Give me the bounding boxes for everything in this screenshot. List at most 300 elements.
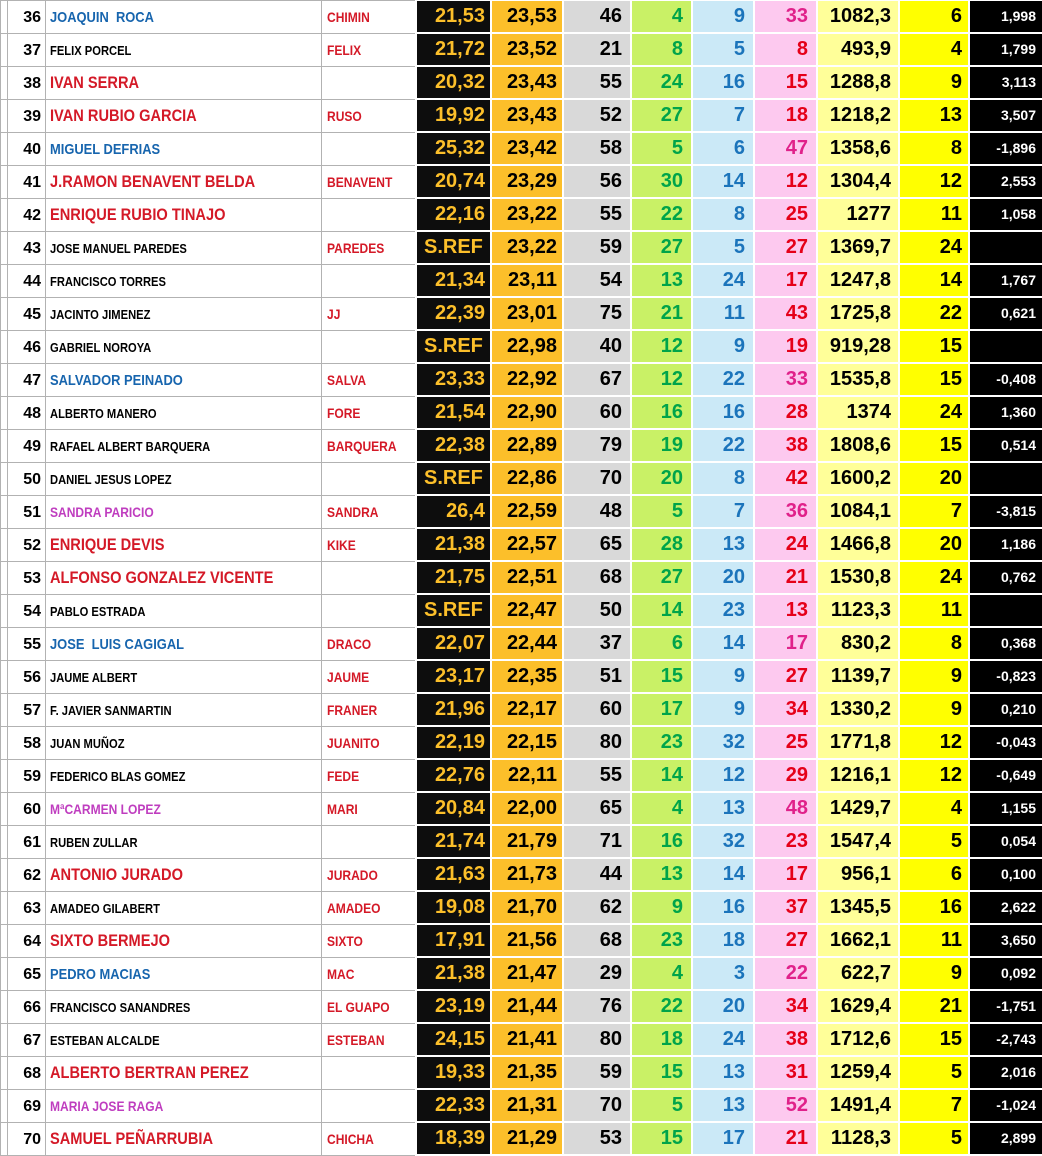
stat-diff-cell[interactable]: 0,100: [968, 859, 1042, 892]
player-name-cell[interactable]: [46, 34, 322, 67]
stat-pink-count-cell[interactable]: 27: [753, 925, 816, 958]
stat-time-orange-cell[interactable]: 23,22: [490, 199, 562, 232]
stat-time-orange-cell[interactable]: 23,43: [490, 100, 562, 133]
stat-gray-count-cell[interactable]: 59: [562, 232, 630, 265]
stat-time-black-cell[interactable]: 22,16: [415, 199, 490, 232]
stat-yellow-count-cell[interactable]: 11: [898, 199, 968, 232]
stat-time-black-cell[interactable]: 22,38: [415, 430, 490, 463]
player-name-cell[interactable]: [46, 1123, 322, 1156]
nickname-cell[interactable]: [322, 265, 415, 298]
stat-yellow-total-cell[interactable]: 1491,4: [816, 1090, 898, 1123]
stat-gray-count-cell[interactable]: 37: [562, 628, 630, 661]
stat-gray-count-cell[interactable]: 51: [562, 661, 630, 694]
stat-time-black-cell[interactable]: 20,32: [415, 67, 490, 100]
stat-yellow-count-cell[interactable]: 22: [898, 298, 968, 331]
stat-time-black-cell[interactable]: 20,74: [415, 166, 490, 199]
stat-green-count-cell[interactable]: 4: [630, 958, 691, 991]
stat-diff-cell[interactable]: 1,799: [968, 34, 1042, 67]
stat-yellow-total-cell[interactable]: 1358,6: [816, 133, 898, 166]
stat-time-orange-cell[interactable]: 21,29: [490, 1123, 562, 1156]
rank-cell[interactable]: 36: [8, 0, 46, 34]
stat-time-orange-cell[interactable]: 23,29: [490, 166, 562, 199]
stat-time-orange-cell[interactable]: 23,01: [490, 298, 562, 331]
rank-cell[interactable]: 43: [8, 232, 46, 265]
stat-pink-count-cell[interactable]: 27: [753, 661, 816, 694]
stat-yellow-total-cell[interactable]: 1629,4: [816, 991, 898, 1024]
stat-time-black-cell[interactable]: 21,54: [415, 397, 490, 430]
player-name-cell[interactable]: [46, 595, 322, 628]
player-name-cell[interactable]: [46, 562, 322, 595]
stat-pink-count-cell[interactable]: 48: [753, 793, 816, 826]
rank-cell[interactable]: 55: [8, 628, 46, 661]
stat-blue-count-cell[interactable]: 14: [691, 166, 753, 199]
stat-pink-count-cell[interactable]: 24: [753, 529, 816, 562]
stat-pink-count-cell[interactable]: 15: [753, 67, 816, 100]
player-name-cell[interactable]: [46, 991, 322, 1024]
rank-cell[interactable]: 61: [8, 826, 46, 859]
stat-pink-count-cell[interactable]: 52: [753, 1090, 816, 1123]
nickname-cell[interactable]: [322, 1057, 415, 1090]
nickname-cell[interactable]: [322, 1024, 415, 1057]
stat-green-count-cell[interactable]: 14: [630, 760, 691, 793]
rank-cell[interactable]: 70: [8, 1123, 46, 1156]
stat-time-orange-cell[interactable]: 21,47: [490, 958, 562, 991]
stat-gray-count-cell[interactable]: 75: [562, 298, 630, 331]
stat-pink-count-cell[interactable]: 8: [753, 34, 816, 67]
rank-cell[interactable]: 67: [8, 1024, 46, 1057]
stat-gray-count-cell[interactable]: 60: [562, 694, 630, 727]
stat-blue-count-cell[interactable]: 17: [691, 1123, 753, 1156]
stat-time-orange-cell[interactable]: 23,53: [490, 0, 562, 34]
stat-yellow-total-cell[interactable]: 919,28: [816, 331, 898, 364]
stat-yellow-count-cell[interactable]: 9: [898, 958, 968, 991]
rank-cell[interactable]: 37: [8, 34, 46, 67]
player-name-cell[interactable]: [46, 1024, 322, 1057]
stat-green-count-cell[interactable]: 20: [630, 463, 691, 496]
stat-pink-count-cell[interactable]: 33: [753, 364, 816, 397]
stat-diff-cell[interactable]: 3,650: [968, 925, 1042, 958]
stat-diff-cell[interactable]: 0,762: [968, 562, 1042, 595]
stat-diff-cell[interactable]: 3,507: [968, 100, 1042, 133]
stat-gray-count-cell[interactable]: 40: [562, 331, 630, 364]
stat-blue-count-cell[interactable]: 7: [691, 100, 753, 133]
stat-yellow-count-cell[interactable]: 15: [898, 364, 968, 397]
stat-blue-count-cell[interactable]: 20: [691, 562, 753, 595]
stat-time-orange-cell[interactable]: 21,44: [490, 991, 562, 1024]
stat-green-count-cell[interactable]: 12: [630, 331, 691, 364]
stat-yellow-total-cell[interactable]: 1429,7: [816, 793, 898, 826]
stat-green-count-cell[interactable]: 17: [630, 694, 691, 727]
stat-yellow-count-cell[interactable]: 24: [898, 562, 968, 595]
nickname-cell[interactable]: [322, 463, 415, 496]
nickname-cell[interactable]: [322, 826, 415, 859]
stat-green-count-cell[interactable]: 21: [630, 298, 691, 331]
nickname-cell[interactable]: [322, 1090, 415, 1123]
nickname-cell[interactable]: [322, 0, 415, 34]
stat-time-orange-cell[interactable]: 23,11: [490, 265, 562, 298]
stat-time-black-cell[interactable]: 21,96: [415, 694, 490, 727]
stat-green-count-cell[interactable]: 12: [630, 364, 691, 397]
stat-time-orange-cell[interactable]: 21,56: [490, 925, 562, 958]
stat-time-black-cell[interactable]: 20,84: [415, 793, 490, 826]
stat-gray-count-cell[interactable]: 21: [562, 34, 630, 67]
stat-gray-count-cell[interactable]: 79: [562, 430, 630, 463]
stat-pink-count-cell[interactable]: 28: [753, 397, 816, 430]
stat-diff-cell[interactable]: 1,058: [968, 199, 1042, 232]
player-name-cell[interactable]: [46, 859, 322, 892]
player-name-cell[interactable]: [46, 430, 322, 463]
stat-pink-count-cell[interactable]: 22: [753, 958, 816, 991]
stat-yellow-total-cell[interactable]: 1259,4: [816, 1057, 898, 1090]
player-name-cell[interactable]: [46, 1090, 322, 1123]
stat-gray-count-cell[interactable]: 60: [562, 397, 630, 430]
stat-yellow-total-cell[interactable]: 622,7: [816, 958, 898, 991]
stat-pink-count-cell[interactable]: 43: [753, 298, 816, 331]
stat-pink-count-cell[interactable]: 12: [753, 166, 816, 199]
player-name-cell[interactable]: [46, 661, 322, 694]
stat-blue-count-cell[interactable]: 14: [691, 628, 753, 661]
stat-gray-count-cell[interactable]: 56: [562, 166, 630, 199]
rank-cell[interactable]: 59: [8, 760, 46, 793]
stat-blue-count-cell[interactable]: 3: [691, 958, 753, 991]
nickname-cell[interactable]: [322, 892, 415, 925]
stat-green-count-cell[interactable]: 13: [630, 265, 691, 298]
stat-green-count-cell[interactable]: 22: [630, 199, 691, 232]
stat-time-orange-cell[interactable]: 23,43: [490, 67, 562, 100]
stat-blue-count-cell[interactable]: 22: [691, 430, 753, 463]
player-name-cell[interactable]: [46, 463, 322, 496]
stat-pink-count-cell[interactable]: 13: [753, 595, 816, 628]
stat-pink-count-cell[interactable]: 27: [753, 232, 816, 265]
nickname-cell[interactable]: [322, 397, 415, 430]
player-name-cell[interactable]: [46, 265, 322, 298]
stat-time-orange-cell[interactable]: 22,47: [490, 595, 562, 628]
stat-blue-count-cell[interactable]: 9: [691, 331, 753, 364]
player-name-cell[interactable]: [46, 529, 322, 562]
stat-time-orange-cell[interactable]: 22,57: [490, 529, 562, 562]
stat-yellow-count-cell[interactable]: 15: [898, 331, 968, 364]
stat-time-black-cell[interactable]: 23,19: [415, 991, 490, 1024]
stat-diff-cell[interactable]: 1,998: [968, 0, 1042, 34]
stat-blue-count-cell[interactable]: 5: [691, 232, 753, 265]
stat-yellow-total-cell[interactable]: 1330,2: [816, 694, 898, 727]
nickname-cell[interactable]: [322, 661, 415, 694]
stat-green-count-cell[interactable]: 4: [630, 0, 691, 34]
stat-time-orange-cell[interactable]: 22,11: [490, 760, 562, 793]
stat-gray-count-cell[interactable]: 76: [562, 991, 630, 1024]
stat-blue-count-cell[interactable]: 16: [691, 397, 753, 430]
stat-blue-count-cell[interactable]: 9: [691, 694, 753, 727]
rank-cell[interactable]: 56: [8, 661, 46, 694]
stat-green-count-cell[interactable]: 15: [630, 1057, 691, 1090]
stat-time-orange-cell[interactable]: 23,52: [490, 34, 562, 67]
stat-time-black-cell[interactable]: 21,38: [415, 529, 490, 562]
stat-gray-count-cell[interactable]: 54: [562, 265, 630, 298]
stat-yellow-total-cell[interactable]: 1128,3: [816, 1123, 898, 1156]
stat-green-count-cell[interactable]: 23: [630, 727, 691, 760]
stat-gray-count-cell[interactable]: 29: [562, 958, 630, 991]
stat-yellow-total-cell[interactable]: 1547,4: [816, 826, 898, 859]
nickname-cell[interactable]: [322, 364, 415, 397]
stat-gray-count-cell[interactable]: 67: [562, 364, 630, 397]
rank-cell[interactable]: 58: [8, 727, 46, 760]
stat-time-orange-cell[interactable]: 21,41: [490, 1024, 562, 1057]
stat-yellow-count-cell[interactable]: 11: [898, 925, 968, 958]
stat-yellow-count-cell[interactable]: 12: [898, 727, 968, 760]
stat-time-black-cell[interactable]: 17,91: [415, 925, 490, 958]
player-name-cell[interactable]: [46, 760, 322, 793]
stat-time-orange-cell[interactable]: 22,00: [490, 793, 562, 826]
stat-gray-count-cell[interactable]: 62: [562, 892, 630, 925]
stat-time-black-cell[interactable]: 18,39: [415, 1123, 490, 1156]
stat-yellow-total-cell[interactable]: 1247,8: [816, 265, 898, 298]
stat-green-count-cell[interactable]: 15: [630, 661, 691, 694]
stat-time-orange-cell[interactable]: 21,73: [490, 859, 562, 892]
stat-blue-count-cell[interactable]: 24: [691, 1024, 753, 1057]
stat-yellow-count-cell[interactable]: 15: [898, 430, 968, 463]
nickname-cell[interactable]: [322, 232, 415, 265]
stat-blue-count-cell[interactable]: 32: [691, 826, 753, 859]
rank-cell[interactable]: 49: [8, 430, 46, 463]
stat-time-black-cell[interactable]: 23,17: [415, 661, 490, 694]
stat-yellow-count-cell[interactable]: 6: [898, 0, 968, 34]
stat-yellow-total-cell[interactable]: 1600,2: [816, 463, 898, 496]
player-name-cell[interactable]: [46, 727, 322, 760]
stat-yellow-count-cell[interactable]: 24: [898, 397, 968, 430]
stat-yellow-total-cell[interactable]: 1218,2: [816, 100, 898, 133]
stat-green-count-cell[interactable]: 6: [630, 628, 691, 661]
player-name-cell[interactable]: [46, 694, 322, 727]
stat-pink-count-cell[interactable]: 29: [753, 760, 816, 793]
nickname-cell[interactable]: [322, 496, 415, 529]
stat-blue-count-cell[interactable]: 5: [691, 34, 753, 67]
stat-diff-cell[interactable]: 1,360: [968, 397, 1042, 430]
stat-diff-cell[interactable]: 0,210: [968, 694, 1042, 727]
stat-time-orange-cell[interactable]: 21,35: [490, 1057, 562, 1090]
stat-time-orange-cell[interactable]: 22,89: [490, 430, 562, 463]
stat-yellow-total-cell[interactable]: 1345,5: [816, 892, 898, 925]
stat-yellow-total-cell[interactable]: 1466,8: [816, 529, 898, 562]
stat-green-count-cell[interactable]: 27: [630, 100, 691, 133]
nickname-cell[interactable]: [322, 991, 415, 1024]
stat-gray-count-cell[interactable]: 70: [562, 1090, 630, 1123]
rank-cell[interactable]: 47: [8, 364, 46, 397]
rank-cell[interactable]: 51: [8, 496, 46, 529]
rank-cell[interactable]: 62: [8, 859, 46, 892]
rank-cell[interactable]: 54: [8, 595, 46, 628]
stat-diff-cell[interactable]: -0,408: [968, 364, 1042, 397]
stat-gray-count-cell[interactable]: 44: [562, 859, 630, 892]
stat-time-black-cell[interactable]: 23,33: [415, 364, 490, 397]
stat-blue-count-cell[interactable]: 22: [691, 364, 753, 397]
stat-yellow-total-cell[interactable]: 1808,6: [816, 430, 898, 463]
stat-green-count-cell[interactable]: 22: [630, 991, 691, 1024]
player-name-cell[interactable]: [46, 496, 322, 529]
player-name-cell[interactable]: [46, 793, 322, 826]
nickname-cell[interactable]: [322, 199, 415, 232]
stat-green-count-cell[interactable]: 14: [630, 595, 691, 628]
stat-diff-cell[interactable]: -0,823: [968, 661, 1042, 694]
rank-cell[interactable]: 68: [8, 1057, 46, 1090]
stat-gray-count-cell[interactable]: 59: [562, 1057, 630, 1090]
stat-pink-count-cell[interactable]: 37: [753, 892, 816, 925]
stat-green-count-cell[interactable]: 16: [630, 397, 691, 430]
player-name-cell[interactable]: [46, 67, 322, 100]
stat-blue-count-cell[interactable]: 16: [691, 892, 753, 925]
stat-time-black-cell[interactable]: S.REF: [415, 232, 490, 265]
stat-blue-count-cell[interactable]: 14: [691, 859, 753, 892]
rank-cell[interactable]: 66: [8, 991, 46, 1024]
stat-green-count-cell[interactable]: 27: [630, 562, 691, 595]
stat-green-count-cell[interactable]: 30: [630, 166, 691, 199]
rank-cell[interactable]: 63: [8, 892, 46, 925]
nickname-cell[interactable]: [322, 925, 415, 958]
stat-time-black-cell[interactable]: 22,07: [415, 628, 490, 661]
stat-diff-cell[interactable]: 2,016: [968, 1057, 1042, 1090]
stat-gray-count-cell[interactable]: 68: [562, 925, 630, 958]
stat-diff-cell[interactable]: 3,113: [968, 67, 1042, 100]
stat-diff-cell[interactable]: [968, 331, 1042, 364]
stat-green-count-cell[interactable]: 27: [630, 232, 691, 265]
stat-yellow-total-cell[interactable]: 1662,1: [816, 925, 898, 958]
stat-diff-cell[interactable]: -2,743: [968, 1024, 1042, 1057]
nickname-cell[interactable]: [322, 727, 415, 760]
stat-yellow-total-cell[interactable]: 1304,4: [816, 166, 898, 199]
stat-blue-count-cell[interactable]: 6: [691, 133, 753, 166]
nickname-cell[interactable]: [322, 562, 415, 595]
stat-yellow-count-cell[interactable]: 4: [898, 34, 968, 67]
stat-yellow-count-cell[interactable]: 9: [898, 661, 968, 694]
stat-pink-count-cell[interactable]: 17: [753, 628, 816, 661]
stat-gray-count-cell[interactable]: 48: [562, 496, 630, 529]
stat-time-black-cell[interactable]: 19,33: [415, 1057, 490, 1090]
stat-blue-count-cell[interactable]: 16: [691, 67, 753, 100]
stat-yellow-total-cell[interactable]: 830,2: [816, 628, 898, 661]
stat-time-black-cell[interactable]: 19,08: [415, 892, 490, 925]
stat-diff-cell[interactable]: 2,899: [968, 1123, 1042, 1156]
stat-yellow-total-cell[interactable]: 1123,3: [816, 595, 898, 628]
stat-green-count-cell[interactable]: 18: [630, 1024, 691, 1057]
stat-diff-cell[interactable]: [968, 232, 1042, 265]
stat-time-black-cell[interactable]: 22,19: [415, 727, 490, 760]
rank-cell[interactable]: 52: [8, 529, 46, 562]
nickname-cell[interactable]: [322, 166, 415, 199]
stat-yellow-total-cell[interactable]: 1530,8: [816, 562, 898, 595]
stat-yellow-count-cell[interactable]: 9: [898, 67, 968, 100]
stat-diff-cell[interactable]: -0,649: [968, 760, 1042, 793]
stat-yellow-total-cell[interactable]: 1374: [816, 397, 898, 430]
stat-time-orange-cell[interactable]: 23,22: [490, 232, 562, 265]
stat-green-count-cell[interactable]: 24: [630, 67, 691, 100]
stat-time-black-cell[interactable]: 21,38: [415, 958, 490, 991]
stat-gray-count-cell[interactable]: 53: [562, 1123, 630, 1156]
stat-time-orange-cell[interactable]: 22,59: [490, 496, 562, 529]
stat-pink-count-cell[interactable]: 25: [753, 727, 816, 760]
stat-blue-count-cell[interactable]: 13: [691, 1057, 753, 1090]
stat-time-black-cell[interactable]: 21,34: [415, 265, 490, 298]
player-name-cell[interactable]: [46, 133, 322, 166]
stat-time-black-cell[interactable]: 21,63: [415, 859, 490, 892]
stat-gray-count-cell[interactable]: 65: [562, 529, 630, 562]
stat-yellow-total-cell[interactable]: 1084,1: [816, 496, 898, 529]
player-name-cell[interactable]: [46, 397, 322, 430]
rank-cell[interactable]: 65: [8, 958, 46, 991]
stat-yellow-count-cell[interactable]: 5: [898, 1123, 968, 1156]
nickname-cell[interactable]: [322, 628, 415, 661]
stat-blue-count-cell[interactable]: 11: [691, 298, 753, 331]
stat-yellow-total-cell[interactable]: 1082,3: [816, 0, 898, 34]
stat-diff-cell[interactable]: 1,186: [968, 529, 1042, 562]
stat-time-black-cell[interactable]: 24,15: [415, 1024, 490, 1057]
stat-gray-count-cell[interactable]: 55: [562, 199, 630, 232]
nickname-cell[interactable]: [322, 430, 415, 463]
stat-diff-cell[interactable]: -1,896: [968, 133, 1042, 166]
stat-diff-cell[interactable]: 1,767: [968, 265, 1042, 298]
stat-diff-cell[interactable]: 0,621: [968, 298, 1042, 331]
stat-time-orange-cell[interactable]: 22,17: [490, 694, 562, 727]
stat-green-count-cell[interactable]: 4: [630, 793, 691, 826]
stat-yellow-total-cell[interactable]: 1771,8: [816, 727, 898, 760]
stat-time-black-cell[interactable]: 21,72: [415, 34, 490, 67]
stat-yellow-total-cell[interactable]: 1725,8: [816, 298, 898, 331]
nickname-cell[interactable]: [322, 529, 415, 562]
nickname-cell[interactable]: [322, 694, 415, 727]
rank-cell[interactable]: 60: [8, 793, 46, 826]
stat-blue-count-cell[interactable]: 24: [691, 265, 753, 298]
player-name-cell[interactable]: [46, 628, 322, 661]
stat-time-orange-cell[interactable]: 22,98: [490, 331, 562, 364]
stat-time-black-cell[interactable]: 21,53: [415, 0, 490, 34]
stat-blue-count-cell[interactable]: 13: [691, 529, 753, 562]
stat-blue-count-cell[interactable]: 20: [691, 991, 753, 1024]
stat-gray-count-cell[interactable]: 52: [562, 100, 630, 133]
stat-diff-cell[interactable]: -1,024: [968, 1090, 1042, 1123]
stat-time-black-cell[interactable]: 21,75: [415, 562, 490, 595]
nickname-cell[interactable]: [322, 859, 415, 892]
stat-time-orange-cell[interactable]: 22,51: [490, 562, 562, 595]
player-name-cell[interactable]: [46, 199, 322, 232]
stat-yellow-count-cell[interactable]: 5: [898, 1057, 968, 1090]
stat-gray-count-cell[interactable]: 55: [562, 760, 630, 793]
rank-cell[interactable]: 38: [8, 67, 46, 100]
stat-yellow-count-cell[interactable]: 9: [898, 694, 968, 727]
player-name-cell[interactable]: [46, 100, 322, 133]
stat-diff-cell[interactable]: -3,815: [968, 496, 1042, 529]
stat-gray-count-cell[interactable]: 80: [562, 1024, 630, 1057]
stat-diff-cell[interactable]: 0,514: [968, 430, 1042, 463]
stat-pink-count-cell[interactable]: 17: [753, 859, 816, 892]
rank-cell[interactable]: 64: [8, 925, 46, 958]
rank-cell[interactable]: 45: [8, 298, 46, 331]
nickname-cell[interactable]: [322, 331, 415, 364]
stat-pink-count-cell[interactable]: 21: [753, 1123, 816, 1156]
stat-diff-cell[interactable]: [968, 595, 1042, 628]
stat-blue-count-cell[interactable]: 8: [691, 463, 753, 496]
stat-gray-count-cell[interactable]: 71: [562, 826, 630, 859]
stat-yellow-total-cell[interactable]: 1216,1: [816, 760, 898, 793]
stat-diff-cell[interactable]: [968, 463, 1042, 496]
stat-time-black-cell[interactable]: 26,4: [415, 496, 490, 529]
stat-yellow-count-cell[interactable]: 12: [898, 760, 968, 793]
stat-pink-count-cell[interactable]: 34: [753, 991, 816, 1024]
rank-cell[interactable]: 44: [8, 265, 46, 298]
rank-cell[interactable]: 57: [8, 694, 46, 727]
rank-cell[interactable]: 41: [8, 166, 46, 199]
stat-yellow-count-cell[interactable]: 12: [898, 166, 968, 199]
stat-time-orange-cell[interactable]: 22,90: [490, 397, 562, 430]
stat-pink-count-cell[interactable]: 36: [753, 496, 816, 529]
stat-time-orange-cell[interactable]: 23,42: [490, 133, 562, 166]
